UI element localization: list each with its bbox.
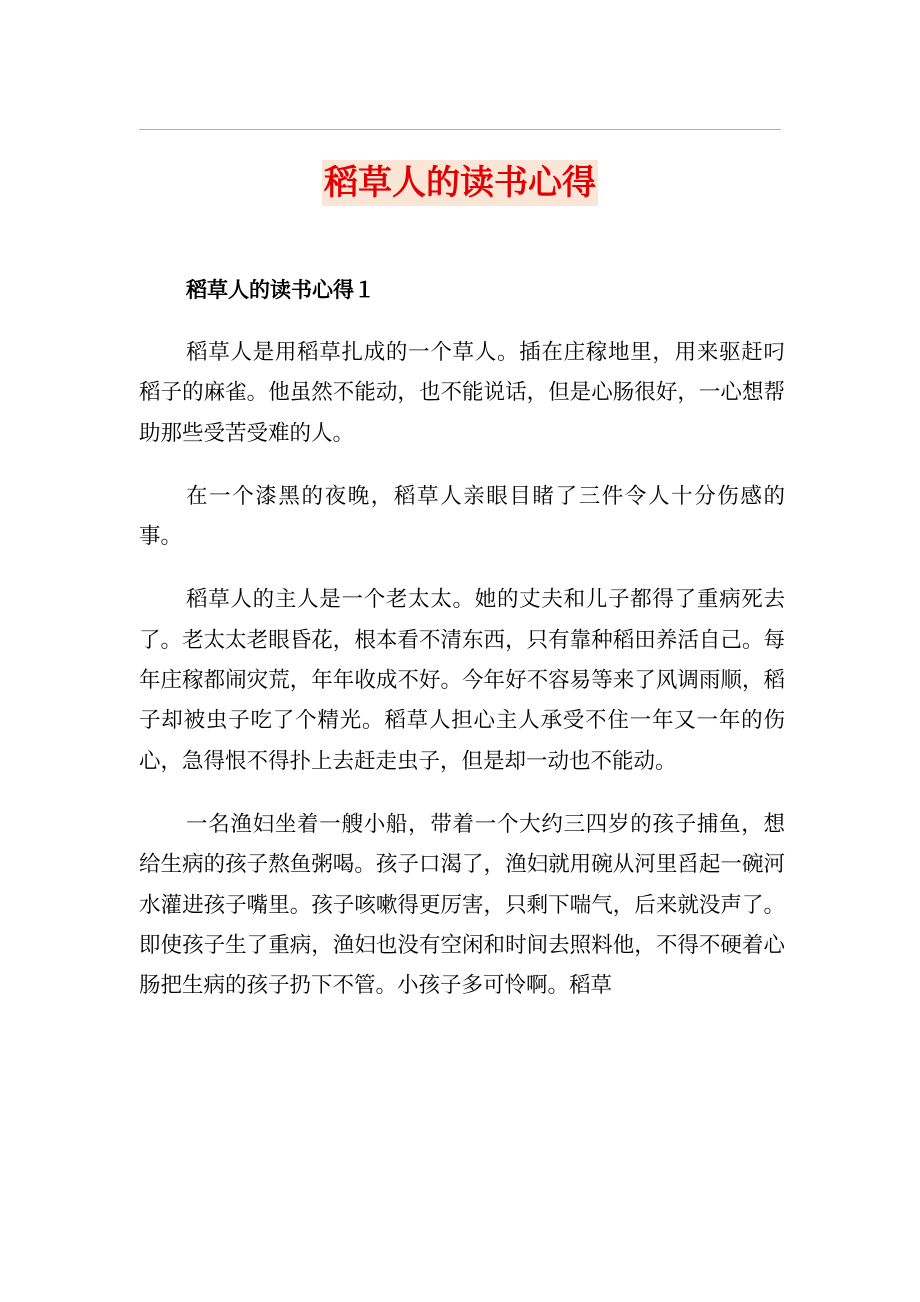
paragraph-1: 稻草人是用稻草扎成的一个草人。插在庄稼地里，用来驱赶叼稻子的麻雀。他虽然不能动，也不能说话，但是心肠很好，一心想帮助那些受苦受难的人。	[139, 340, 785, 446]
paragraph-3: 稻草人的主人是一个老太太。她的丈夫和儿子都得了重病死去了。老太太老眼昏花，根本看不清东西，只有靠种稻田养活自己。每年庄稼都闹灾荒，年年收成不好。今年好不容易等来了风调雨顺，稻子却被虫子吃了个精光。稻草人担心主人承受不住一年又一年的伤心，急得恨不得扑上去赶走虫子，但是却一动也不能动。	[139, 587, 785, 774]
document-title: 稻草人的读书心得	[322, 160, 598, 206]
paragraph-4: 一名渔妇坐着一艘小船，带着一个大约三四岁的孩子捕鱼，想给生病的孩子熬鱼粥喝。孩子口渴了，渔妇就用碗从河里舀起一碗河水灌进孩子嘴里。孩子咳嗽得更厉害，只剩下喘气，后来就没声了。即使孩子生了重病，渔妇也没有空闲和时间去照料他，不得不硬着心肠把生病的孩子扔下不管。小孩子多可怜啊。稻草	[139, 811, 785, 999]
header-rule	[139, 129, 781, 130]
section-heading: 稻草人的读书心得１	[186, 277, 375, 302]
title-container	[0, 160, 920, 206]
document-body	[139, 270, 785, 1006]
paragraph-2: 在一个漆黑的夜晚，稻草人亲眼目睹了三件令人十分伤感的事。	[139, 483, 785, 550]
